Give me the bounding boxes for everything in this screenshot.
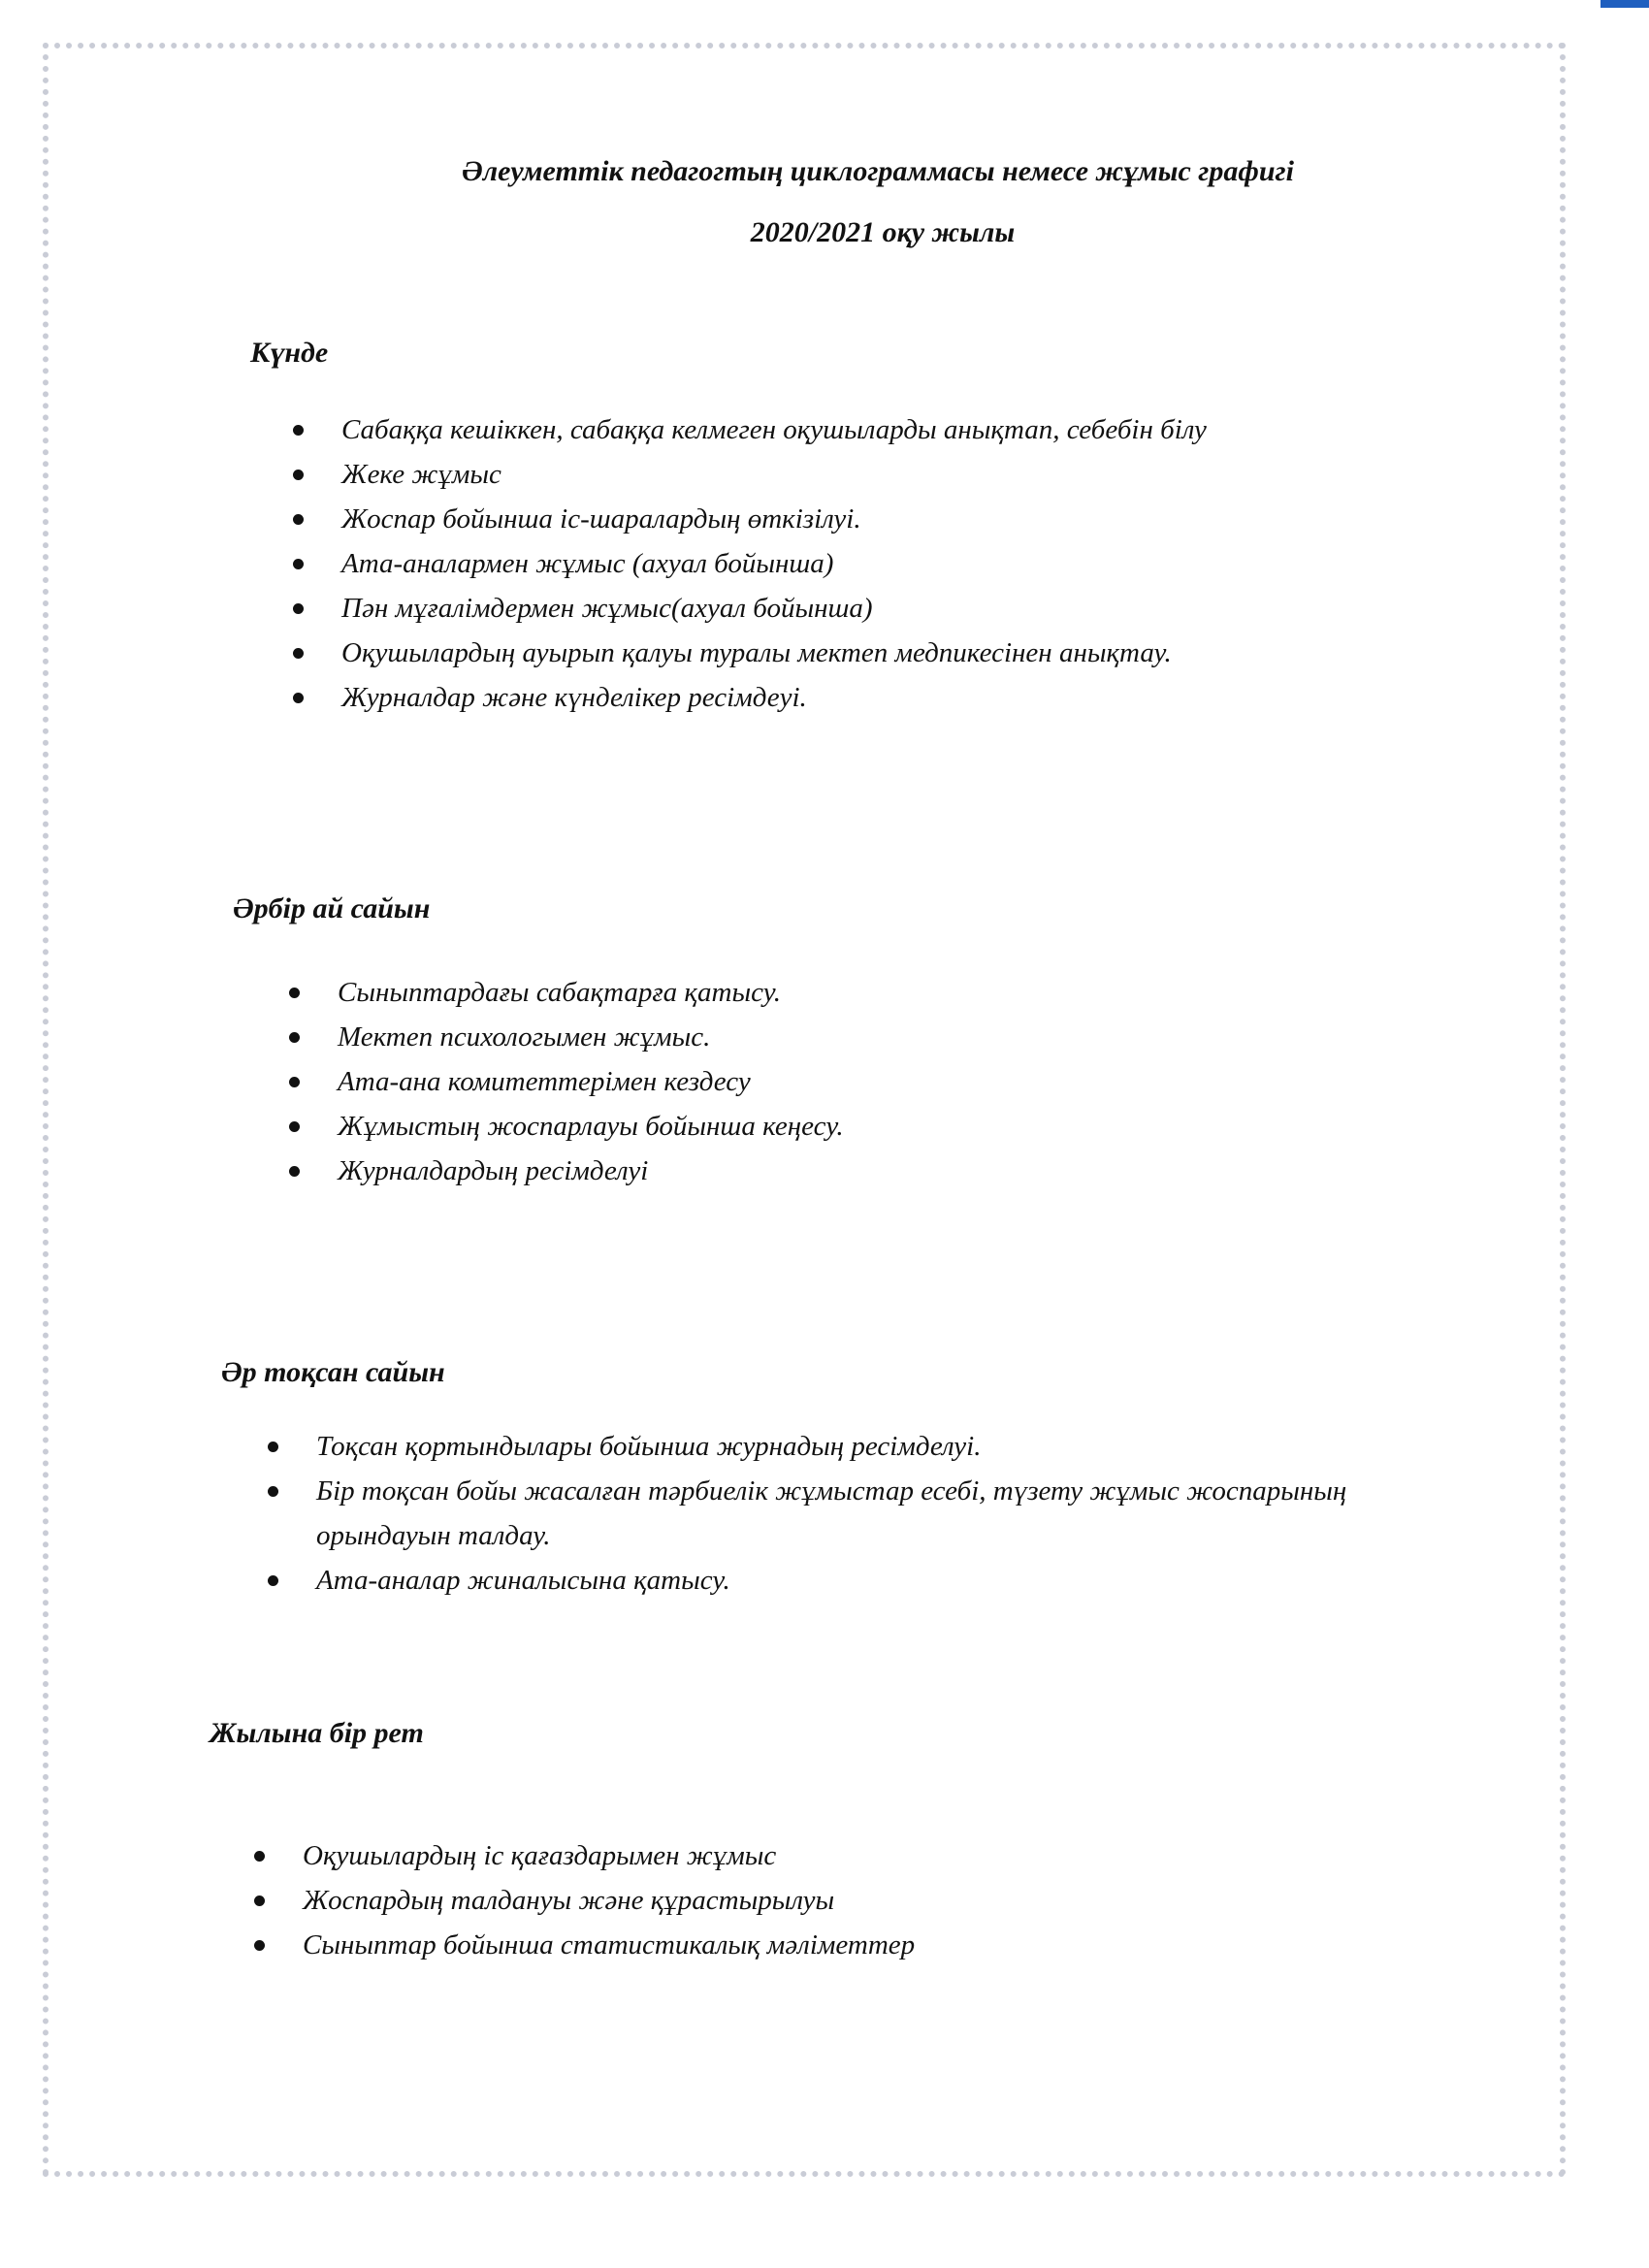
list-item: Пән мұғалімдермен жұмыс(ахуал бойынша) [293,586,1207,631]
document-title: Әлеуметтік педагогтың циклограммасы немесе жұмыс графигі [462,155,1294,187]
bullet-icon [289,1166,300,1177]
list-item: Жоспардың талдануы және құрастырылуы [254,1878,915,1923]
bullet-icon [254,1895,265,1906]
section-heading-monthly: Әрбір ай сайын [233,892,431,924]
list-item: Мектеп психологымен жұмыс. [289,1015,844,1059]
bullet-icon [293,648,304,659]
yearly-task-list [254,1833,915,1967]
section-heading-quarterly: Әр тоқсан сайын [221,1356,445,1388]
document-subtitle-year: 2020/2021 оқу жылы [750,216,1016,248]
bullet-icon [293,470,304,480]
list-item: Сыныптар бойынша статистикалық мәліметтер [254,1923,915,1967]
bullet-icon [254,1940,265,1951]
bullet-icon [293,693,304,703]
list-item: Бір тоқсан бойы жасалған тәрбиелік жұмыстар есебі, түзету жұмыс жоспарының орындауын талдау. [268,1469,1364,1558]
list-item: Журналдар және күнделікер ресімдеуі. [293,675,1207,720]
list-item: Жеке жұмыс [293,452,1207,497]
bullet-icon [268,1442,278,1452]
monthly-task-list [289,970,844,1193]
bullet-icon [254,1851,265,1862]
bullet-icon [289,1077,300,1087]
list-item: Сыныптардағы сабақтарға қатысу. [289,970,844,1015]
bullet-icon [293,559,304,569]
list-item: Ата-аналармен жұмыс (ахуал бойынша) [293,541,1207,586]
list-item: Тоқсан қортындылары бойынша журнадың ресімделуі. [268,1424,1364,1469]
list-item: Жоспар бойынша іс-шаралардың өткізілуі. [293,497,1207,541]
bullet-icon [293,425,304,436]
quarterly-task-list [268,1424,1364,1603]
list-item: Жұмыстың жоспарлауы бойынша кеңесу. [289,1104,844,1149]
bullet-icon [268,1575,278,1586]
bullet-icon [289,1032,300,1043]
list-item: Оқушылардың іс қағаздарымен жұмыс [254,1833,915,1878]
bullet-icon [268,1486,278,1497]
bullet-icon [293,514,304,525]
daily-task-list [293,407,1207,720]
bullet-icon [289,988,300,998]
bullet-icon [289,1121,300,1132]
scan-corner-mark [1600,0,1649,8]
list-item: Оқушылардың ауырып қалуы туралы мектеп медпикесінен анықтау. [293,631,1207,675]
section-heading-yearly: Жылына бір рет [210,1717,424,1749]
list-item: Журналдардың ресімделуі [289,1149,844,1193]
section-heading-daily: Күнде [250,337,329,369]
bullet-icon [293,603,304,614]
list-item: Ата-аналар жиналысына қатысу. [268,1558,1364,1603]
list-item: Ата-ана комитеттерімен кездесу [289,1059,844,1104]
list-item: Сабаққа кешіккен, сабаққа келмеген оқушыларды анықтап, себебін білу [293,407,1207,452]
